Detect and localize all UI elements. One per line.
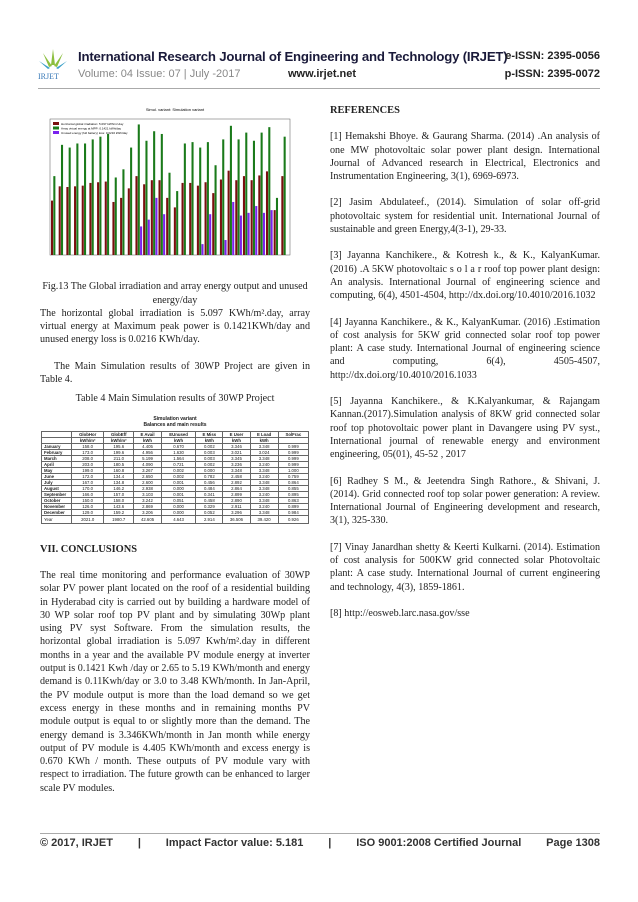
table-row [42,485,309,491]
bar-irradiation [51,201,53,255]
table-cell: 150.0 [72,497,104,503]
paragraph: The horizontal global irradiation is 5.097 KWh/m².day, array virtual energy at Maximum peak power is 0.1421KWh/day and unused energy loss is 0.0216 KWh/day. [40,307,310,346]
p-issn: p-ISSN: 2395-0072 [504,68,600,80]
bar-array-energy [230,126,232,255]
bar-array-energy [168,173,170,255]
bar-irradiation [274,210,276,255]
table-cell: E Avail [134,431,162,437]
table-cell: 3.021 [223,449,250,455]
bar-array-energy [138,124,140,255]
table-cell: 158.0 [72,443,104,449]
right-column [330,104,600,633]
bar-array-energy [84,143,86,255]
bar-array-energy [161,134,163,255]
table-cell: 0.984 [278,509,308,515]
table-cell: 2.911 [223,503,250,509]
table-cell: 3.240 [250,461,278,467]
table-cell: 0.999 [278,443,308,449]
table-cell: 0.721 [161,461,195,467]
bar-array-energy [107,134,109,255]
table-cell: 0.002 [161,467,195,473]
legend-array-energy: Array virtual energy at MPP: 0.1421 kWh/day [61,126,122,131]
table-cell: kWh [223,437,250,443]
bar-array-energy [145,141,147,255]
bar-array-energy [261,133,263,255]
svg-text:IRJET: IRJET [38,72,59,81]
bar-array-energy [99,137,101,255]
bar-array-energy [284,137,286,255]
journal-title: International Research Journal of Engineering and Technology (IRJET) [78,49,508,64]
paragraph: The real time monitoring and performance evaluation of 30WP solar PV power plant located on the roof of a residential building in Hyderabad city is carried out by building a hardware model of 30 WP solar roof top PV plant and by simulating 30Wp plant using PV syst Software. From the simulation results, the horizontal global irradiation is 5.097 Kwh/m².day in different months in a year and the available PV module energy at inverter output is 0.1421 Kwh /day or 2.65 to 5.19 KWh/month and energy demand is 0.11Kwh/day or 3.0 to 3.48 KWh/month. In Jan-April, the PV module output is more than the load demand so we get excess energy in these months and in remaining months PV module output is equal to or slightly more than the demand. The energy demand is 3.346KWh/month in Jan month while energy output of PV module is 4.405 KWh/month and excess energy is 0.670 KWh / month. These outputs of PV module vary with respect to irradiation. The future growth can be enhanced to larger scale PV modules. [40,569,310,794]
daily-energy-chart [40,104,310,274]
table-cell: 0.864 [278,479,308,485]
table-cell: October [42,497,72,503]
table-cell: kWh/m² [72,437,104,443]
bar-irradiation [105,182,107,255]
table-cell: 0.926 [278,515,308,523]
table-cell: 3.348 [250,443,278,449]
table-cell: 203.0 [72,461,104,467]
table-cell: 134.4 [104,473,134,479]
table-cell: 159.2 [104,509,134,515]
table-cell: 2.458 [223,473,250,479]
table-cell: 3.236 [223,461,250,467]
table-title: Simulation variant [153,415,197,422]
bar-array-energy [245,133,247,255]
website: www.irjet.net [288,68,357,80]
table-cell: 2.938 [134,485,162,491]
table-cell: 199.0 [72,467,104,473]
table-cell: 3.296 [223,509,250,515]
table-cell: 42.605 [134,515,162,523]
bar-array-energy [184,143,186,255]
table-row-year [42,515,309,523]
paragraph: The Main Simulation results of 30WP Project are given in Table 4. [40,360,310,386]
table-cell: September [42,491,72,497]
table-cell: SolFrac [278,431,308,437]
simulation-results-table [41,431,309,524]
bar-irradiation [151,180,153,255]
bar-unused [232,202,234,255]
reference-item: [5] Jayanna Kanchikere., & K.Kalyankumar, & Rajangam Kannan.(2017).Simulation analysis of 8KW grid connected solar roof top photovoltaic power plant in Davangere using PV syst., International journal of renewable energy and environment engineering, 05(01), 45-52 , 2017 [330,396,600,461]
bar-array-energy [76,143,78,255]
table-cell: GlobEff [104,431,134,437]
table-cell: EUnused [161,431,195,437]
bar-unused [148,220,150,255]
bar-irradiation [182,183,184,255]
table-cell: 173.0 [72,449,104,455]
table-cell: GlobHor [72,431,104,437]
table-cell: 158.0 [104,497,134,503]
table-cell: 0.052 [196,509,223,515]
table-cell: 167.0 [72,479,104,485]
reference-item: [1] Hemakshi Bhoye. & Gaurang Sharma. (2014) .An analysis of one MW photovoltaic solar power plant design. International Journal of Advanced research in Electrical, Electronics and Instrumentation Engineering, 3(1), 6969-6973. [330,131,600,183]
irjet-logo [38,47,68,81]
bar-irradiation [228,171,230,255]
table-cell: 143.6 [104,503,134,509]
table-cell: 146.2 [104,485,134,491]
bar-array-energy [276,198,278,255]
bar-irradiation [82,186,84,255]
table-cell: 0.863 [278,497,308,503]
bar-irradiation [97,182,99,255]
table-row [42,509,309,515]
table-cell: 0.341 [196,491,223,497]
table-row [42,455,309,461]
bar-irradiation [89,183,91,255]
table-cell: 3.348 [250,485,278,491]
table-row [42,479,309,485]
bar-unused [140,226,142,255]
table-cell: 3.206 [134,509,162,515]
table-cell: 2.864 [223,485,250,491]
bar-irradiation [74,186,76,255]
table-cell: 0.051 [161,497,195,503]
table-cell: 3.348 [223,467,250,473]
bar-irradiation [174,207,176,255]
table-cell: 0.002 [161,473,195,479]
bar-irradiation [235,180,237,255]
table-row [42,503,309,509]
table-cell: 4.405 [134,443,162,449]
table-cell: 2.899 [223,491,250,497]
bar-irradiation [59,186,61,255]
bar-array-energy [61,145,63,255]
table-caption: Table 4 Main Simulation results of 30WP Project [75,393,275,405]
table-cell: 2.890 [223,497,250,503]
bar-array-energy [215,165,217,255]
table-cell: June [42,473,72,479]
bar-array-energy [238,139,240,255]
copyright: © 2017, IRJET [40,837,113,849]
figure-caption: Fig.13 The Global irradiation and array energy output and unused energy/day [42,281,308,306]
table-cell: 1.564 [161,455,195,461]
bar-unused [255,206,257,255]
table-cell: 0.003 [196,449,223,455]
table-cell: 172.0 [72,473,104,479]
legend-irradiation: Horizontal global irradiation: 5.097 kWh/m².day [61,122,124,126]
bar-irradiation [135,176,137,255]
page-footer [40,833,600,849]
bar-irradiation [166,198,168,255]
table-cell: 2.869 [134,503,162,509]
table-cell: 0.999 [278,461,308,467]
table-cell: kWh [161,437,195,443]
table-cell: 199.6 [104,449,134,455]
table-cell: E Miss [196,431,223,437]
table-cell: August [42,485,72,491]
bar-array-energy [191,142,193,255]
table-cell: 1980.7 [104,515,134,523]
table-cell: 2.600 [134,479,162,485]
table-cell: December [42,509,72,515]
table-cell: 180.5 [104,461,134,467]
table-cell: 0.002 [196,461,223,467]
table-cell: 3.345 [223,455,250,461]
table-cell: 160.8 [104,467,134,473]
table-cell: 170.0 [72,485,104,491]
table-cell: 3.346 [223,443,250,449]
table-cell: 0.484 [196,485,223,491]
table-cell: 0.855 [278,485,308,491]
table-cell: 0.670 [161,443,195,449]
table-cell: 129.0 [72,509,104,515]
bar-irradiation [112,202,114,255]
table-cell: 3.240 [250,503,278,509]
bar-array-energy [130,148,132,255]
iso-cert: ISO 9001:2008 Certified Journal [356,837,522,849]
table-cell: 3.348 [250,467,278,473]
table-cell: 0.000 [161,485,195,491]
bar-array-energy [222,139,224,255]
reference-item: [8] http://eosweb.larc.nasa.gov/sse [330,607,470,619]
bar-irradiation [281,176,283,255]
bar-unused [163,214,165,255]
table-cell: 0.458 [196,497,223,503]
bar-array-energy [115,177,117,255]
table-row [42,461,309,467]
separator: | [328,837,332,849]
bar-irradiation [143,184,145,255]
legend-unused: Unused energy (full battery) loss: 0.0216 kWh/day [61,131,128,135]
table-subtitle: Balances and main results [143,421,207,428]
bar-irradiation [120,198,122,255]
table-cell: 39.420 [250,515,278,523]
bar-array-energy [268,127,270,255]
table-cell: 36.506 [223,515,250,523]
bar-array-energy [53,176,55,255]
bar-unused [263,213,265,255]
e-issn: e-ISSN: 2395-0056 [505,50,600,62]
separator: | [137,837,141,849]
table-cell: 3.240 [250,491,278,497]
bar-unused [155,198,157,255]
table-cell: July [42,479,72,485]
table-cell: E Load [250,431,278,437]
bar-irradiation [266,171,268,255]
bar-irradiation [128,188,130,255]
bar-array-energy [199,148,201,255]
table-cell: 3.348 [250,509,278,515]
table-row [42,491,309,497]
bar-array-energy [253,141,255,255]
table-cell: 3.348 [250,497,278,503]
bar-irradiation [158,180,160,255]
bar-irradiation [66,187,68,255]
table-row [42,467,309,473]
table-cell: 2.892 [223,479,250,485]
table-cell: 4.956 [134,449,162,455]
table-cell: 0.999 [278,455,308,461]
reference-item: [6] Radhey S M., & Jeetendra Singh Rathore., & Shivani, J. (2014). Grid connected roof top solar power generation: A review. International Journal of Engineering development and research, 3(1), 325-330. [330,475,600,527]
table-cell: 0.899 [278,503,308,509]
table-cell: 208.0 [72,455,104,461]
table-cell: 157.0 [104,491,134,497]
table-cell: 0.329 [196,503,223,509]
bar-irradiation [243,176,245,255]
table-cell: 3.348 [250,479,278,485]
table-row [42,497,309,503]
volume-info: Volume: 04 Issue: 07 | July -2017 [78,68,241,80]
bar-array-energy [69,148,71,255]
table-cell: May [42,467,72,473]
table-cell: kWh [196,437,223,443]
table-cell: 1.630 [161,449,195,455]
table-cell: 3.242 [134,497,162,503]
table-cell: 2.650 [134,473,162,479]
table-cell: 126.0 [72,503,104,509]
table-cell: April [42,461,72,467]
bar-unused [248,213,250,255]
section-heading: VII. CONCLUSIONS [40,543,138,555]
table-cell: 211.0 [104,455,134,461]
table-cell: 3.103 [134,491,162,497]
table-cell: 0.002 [196,443,223,449]
table-cell: 3.024 [250,449,278,455]
table-cell: January [42,443,72,449]
bar-array-energy [207,142,209,255]
table-cell: 3.267 [134,467,162,473]
table-cell: 1.000 [278,467,308,473]
table-cell: February [42,449,72,455]
bar-unused [225,240,227,255]
table-cell: 3.348 [250,455,278,461]
bar-unused [209,214,211,255]
references-heading: REFERENCES [330,105,400,116]
table-cell: 166.0 [72,491,104,497]
table-cell: 0.003 [196,455,223,461]
table-cell: 195.6 [104,443,134,449]
table-cell: 0.895 [278,491,308,497]
table-cell: 4.090 [134,461,162,467]
table-cell: 5.199 [134,455,162,461]
bar-irradiation [258,175,260,255]
bar-unused [201,244,203,255]
table-cell: 0.000 [161,503,195,509]
table-cell: 4.643 [161,515,195,523]
bar-unused [271,210,273,255]
table-cell: 0.456 [196,479,223,485]
table-cell: E User [223,431,250,437]
table-cell: 0.782 [196,473,223,479]
chart-title: Simul. variant: Simulation variant [145,107,205,112]
reference-item: [2] Jasim Abdulateef., (2014). Simulation of solar off-grid photovoltaic system for residential unit. International Journal of sustainable and green Energy,4(3-1), 29-33. [330,197,600,236]
table-row [42,449,309,455]
bar-array-energy [92,139,94,255]
table-cell: 3.240 [250,473,278,479]
table-row [42,473,309,479]
bar-irradiation [205,182,207,255]
reference-item: [3] Jayanna Kanchikere., & Kotresh k., & K., KalyanKumar. (2016) .A 5KW photovoltaic s o l a r roof top power plant design: An analysis. International Journal of engineering science and computing, 6(4), 4501-4504, http://dx.doi.org/10.4010/2016.1032 [330,250,600,302]
page-header [38,47,600,89]
bar-unused [240,216,242,255]
bar-array-energy [153,131,155,255]
table-cell: kWh/m² [104,437,134,443]
reference-item: [4] Jayanna Kanchikere., & K., KalyanKumar. (2016) .Estimation of cost analysis for 5KW grid connected solar roof top power plant: A case study. International Journal of engineering science and computing, 6(4), 4505-4507, http://dx.doi.org/10.4010/2016.1033 [330,316,600,381]
bar-array-energy [122,169,124,255]
table-cell: November [42,503,72,509]
bar-irradiation [251,180,253,255]
table-cell: March [42,455,72,461]
bar-irradiation [197,186,199,255]
table-cell: 2.914 [196,515,223,523]
table-cell: 2021.0 [72,515,104,523]
table-cell: 0.000 [161,509,195,515]
bar-array-energy [176,191,178,255]
table-row [42,443,309,449]
left-column [40,104,310,808]
table-cell: kWh [250,437,278,443]
table-cell: 134.8 [104,479,134,485]
table-cell: Year [42,515,72,523]
page-number: Page 1308 [546,837,600,849]
table-cell: 0.000 [196,467,223,473]
table-cell: 0.001 [161,491,195,497]
table-cell: 0.001 [161,479,195,485]
table-cell: kWh [134,437,162,443]
table-cell: 0.759 [278,473,308,479]
table-cell: 0.999 [278,449,308,455]
bar-irradiation [220,180,222,255]
bar-irradiation [212,193,214,255]
reference-item: [7] Vinay Janardhan shetty & Keerti Kulkarni. (2014). Estimation of cost analysis for 500KW grid connected solar Photovoltaic plant: A case study. International Journal of current engineering and technology, 4(3), 1859-1861. [330,541,600,593]
bar-irradiation [189,183,191,255]
impact-factor: Impact Factor value: 5.181 [165,837,304,849]
